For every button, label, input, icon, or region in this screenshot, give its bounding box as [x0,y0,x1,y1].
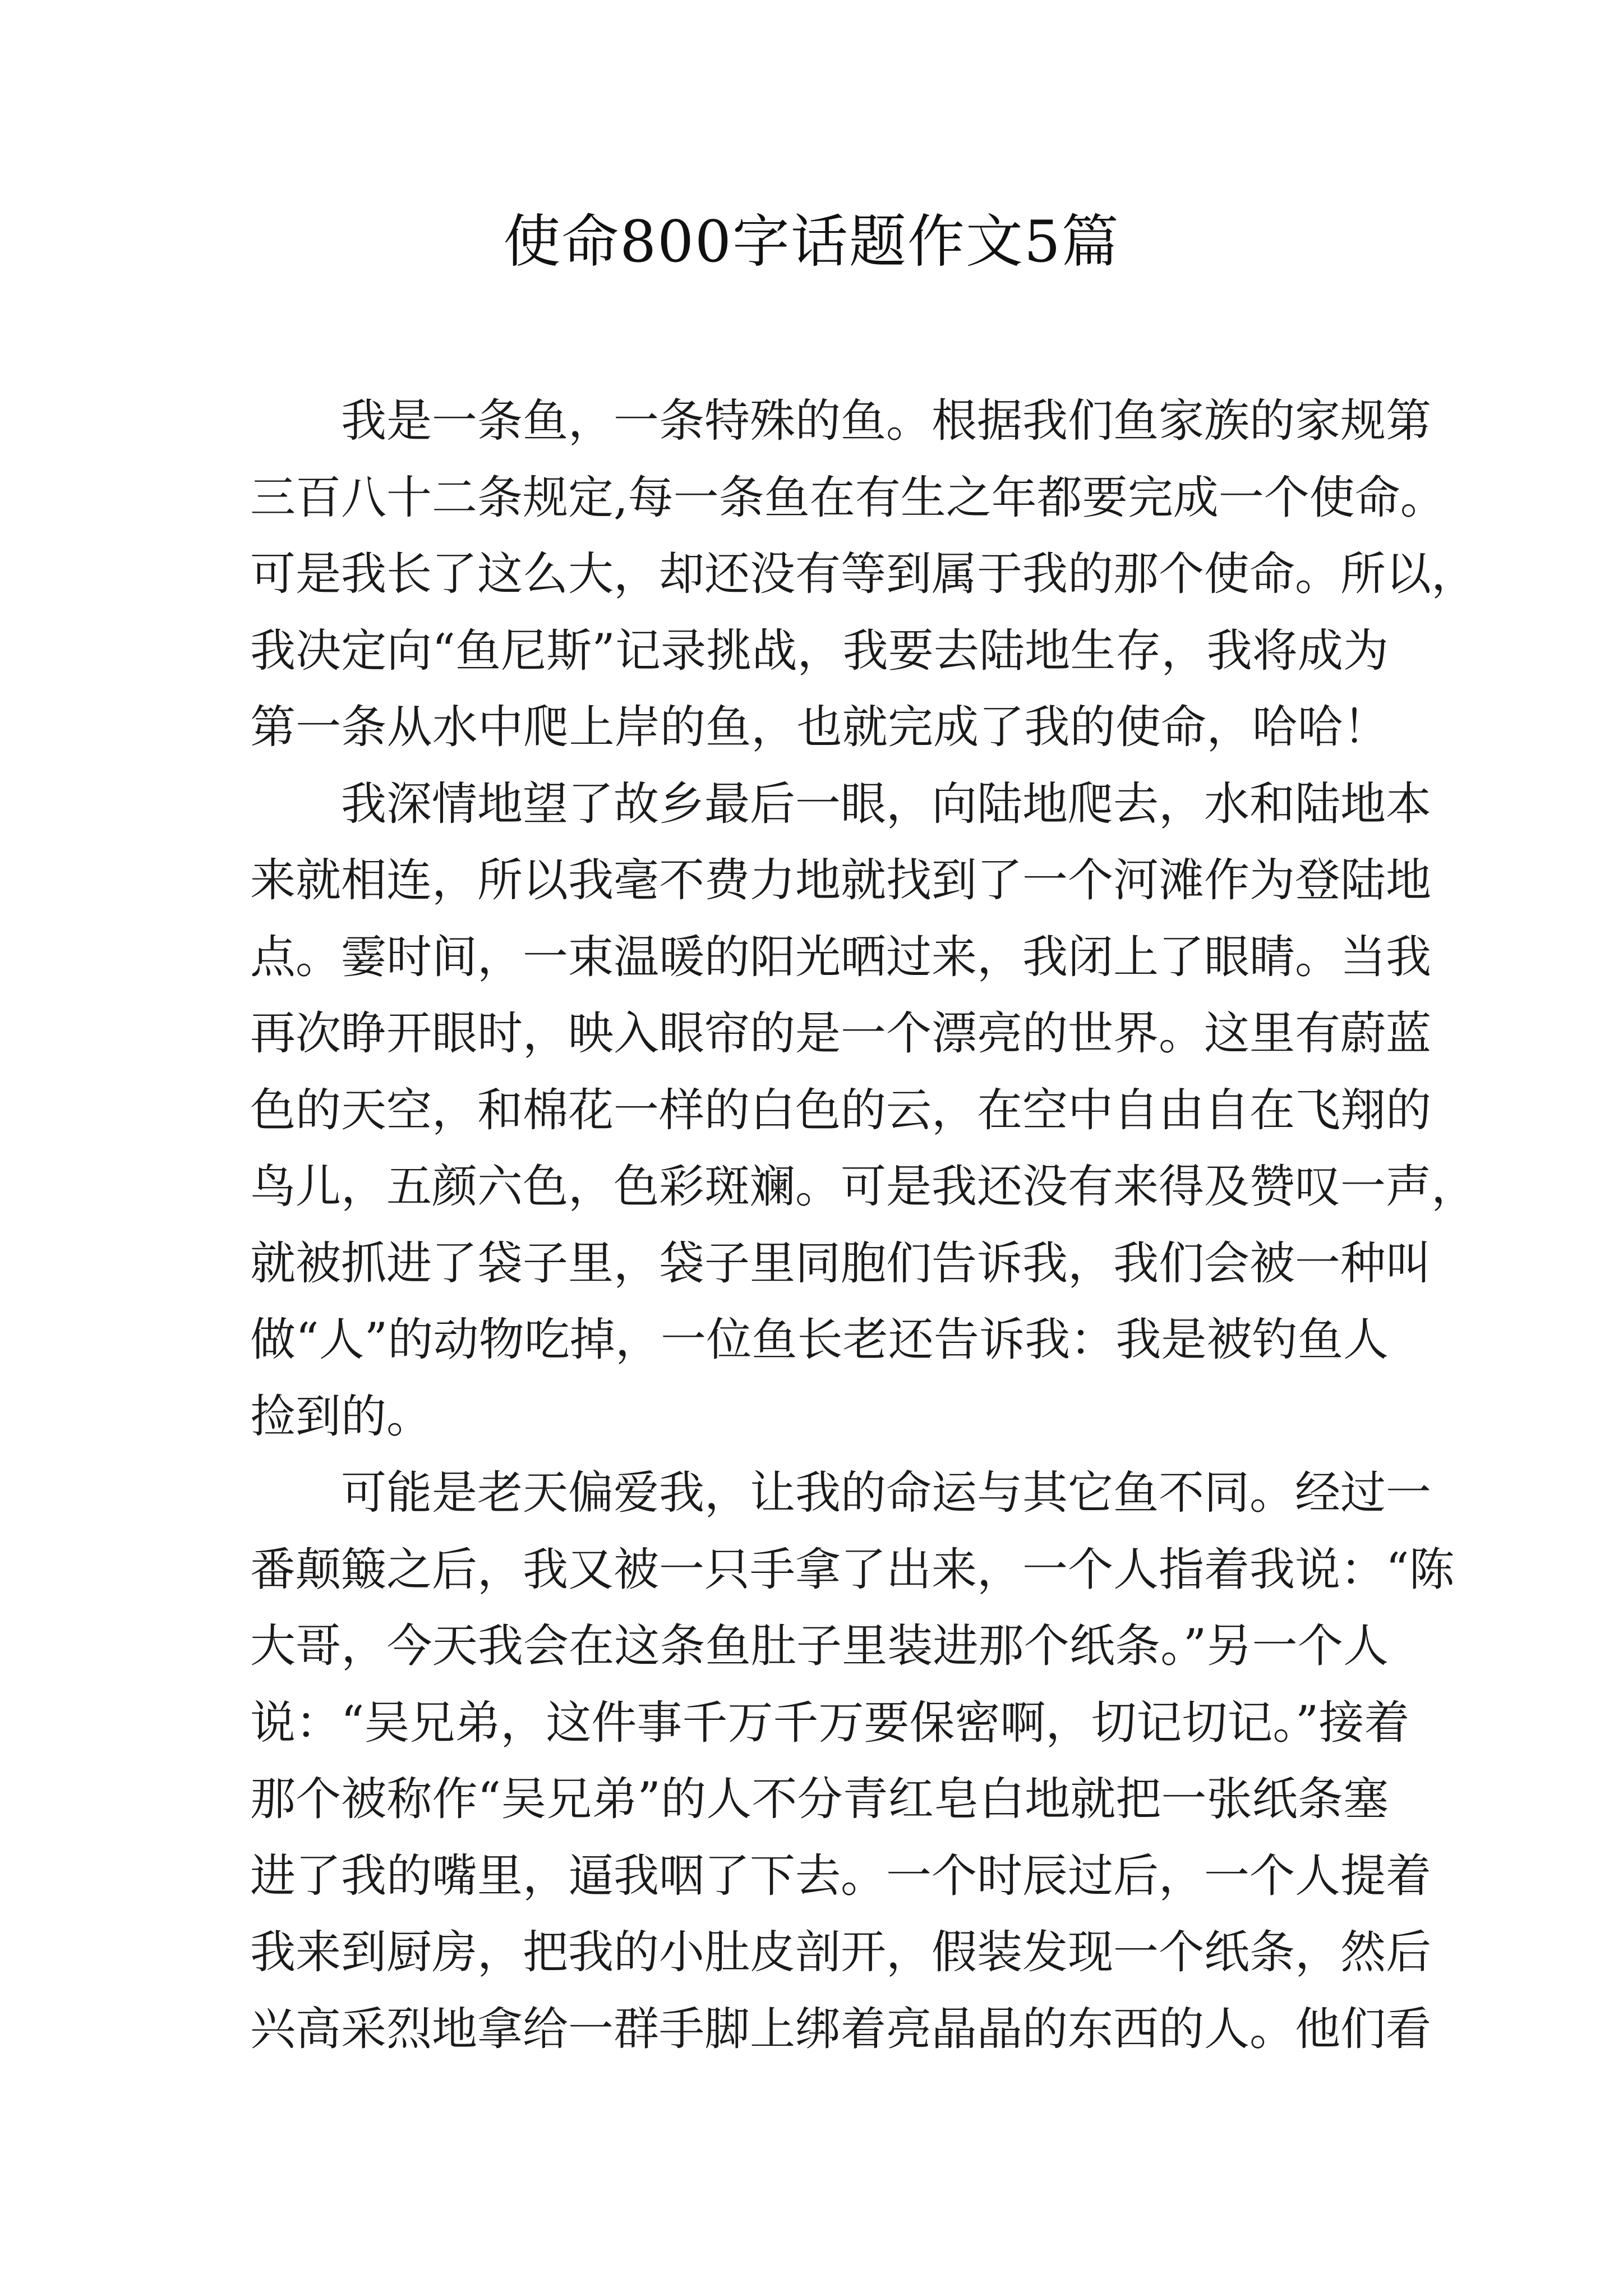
document-body [250,383,1477,2068]
text-line: 来就相连，所以我毫不费力地就找到了一个河滩作为登陆地 [250,854,1432,907]
paragraph [250,383,1477,766]
paragraph [250,1455,1455,2068]
text-line: 我是一条鱼，一条特殊的鱼。根据我们鱼家族的家规第 [341,395,1432,448]
text-line: 说：“吴兄弟，这件事千万千万要保密啊，切记切记。”接着 [250,1696,1410,1750]
text-line: 进了我的嘴里，逼我咽了下去。一个时辰过后，一个人提着 [250,1849,1432,1903]
paragraph [250,766,1477,1456]
text-line: 色的天空，和棉花一样的白色的云，在空中自由自在飞翔的 [250,1084,1432,1137]
text-line: 就被抓进了袋子里，袋子里同胞们告诉我，我们会被一种叫 [250,1237,1432,1290]
text-line: 可能是老天偏爱我，让我的命运与其它鱼不同。经过一 [341,1467,1432,1520]
text-line: 再次睁开眼时，映入眼帘的是一个漂亮的世界。这里有蔚蓝 [250,1007,1432,1060]
text-line: 番颠簸之后，我又被一只手拿了出来，一个人指着我说：“陈 [250,1543,1455,1596]
text-line: 点。霎时间，一束温暖的阳光晒过来，我闭上了眼睛。当我 [250,931,1432,984]
text-line: 我决定向“鱼尼斯”记录挑战，我要去陆地生存，我将成为 [250,624,1389,678]
text-line: 三百八十二条规定,每一条鱼在有生之年都要完成一个使命。 [250,471,1446,524]
text-line: 那个被称作“吴兄弟”的人不分青红皂白地就把一张纸条塞 [250,1773,1389,1826]
text-line: 我来到厨房，把我的小肚皮剖开，假装发现一个纸条，然后 [250,1926,1432,1979]
text-line: 我深情地望了故乡最后一眼，向陆地爬去，水和陆地本 [341,777,1432,831]
text-line: 第一条从水中爬上岸的鱼，也就完成了我的使命，哈哈！ [250,701,1389,754]
text-line: 捡到的。 [250,1390,432,1443]
text-line: 大哥，今天我会在这条鱼肚子里装进那个纸条。”另一个人 [250,1620,1389,1673]
text-line: 鸟儿，五颜六色，色彩斑斓。可是我还没有来得及赞叹一声， [250,1161,1477,1213]
text-line: 做“人”的动物吃掉，一位鱼长老还告诉我：我是被钓鱼人 [250,1314,1389,1366]
text-line: 可是我长了这么大，却还没有等到属于我的那个使命。所以， [250,548,1477,601]
document-title: 使命800字话题作文5篇 [503,209,1120,275]
text-line: 兴高采烈地拿给一群手脚上绑着亮晶晶的东西的人。他们看 [250,2003,1432,2056]
